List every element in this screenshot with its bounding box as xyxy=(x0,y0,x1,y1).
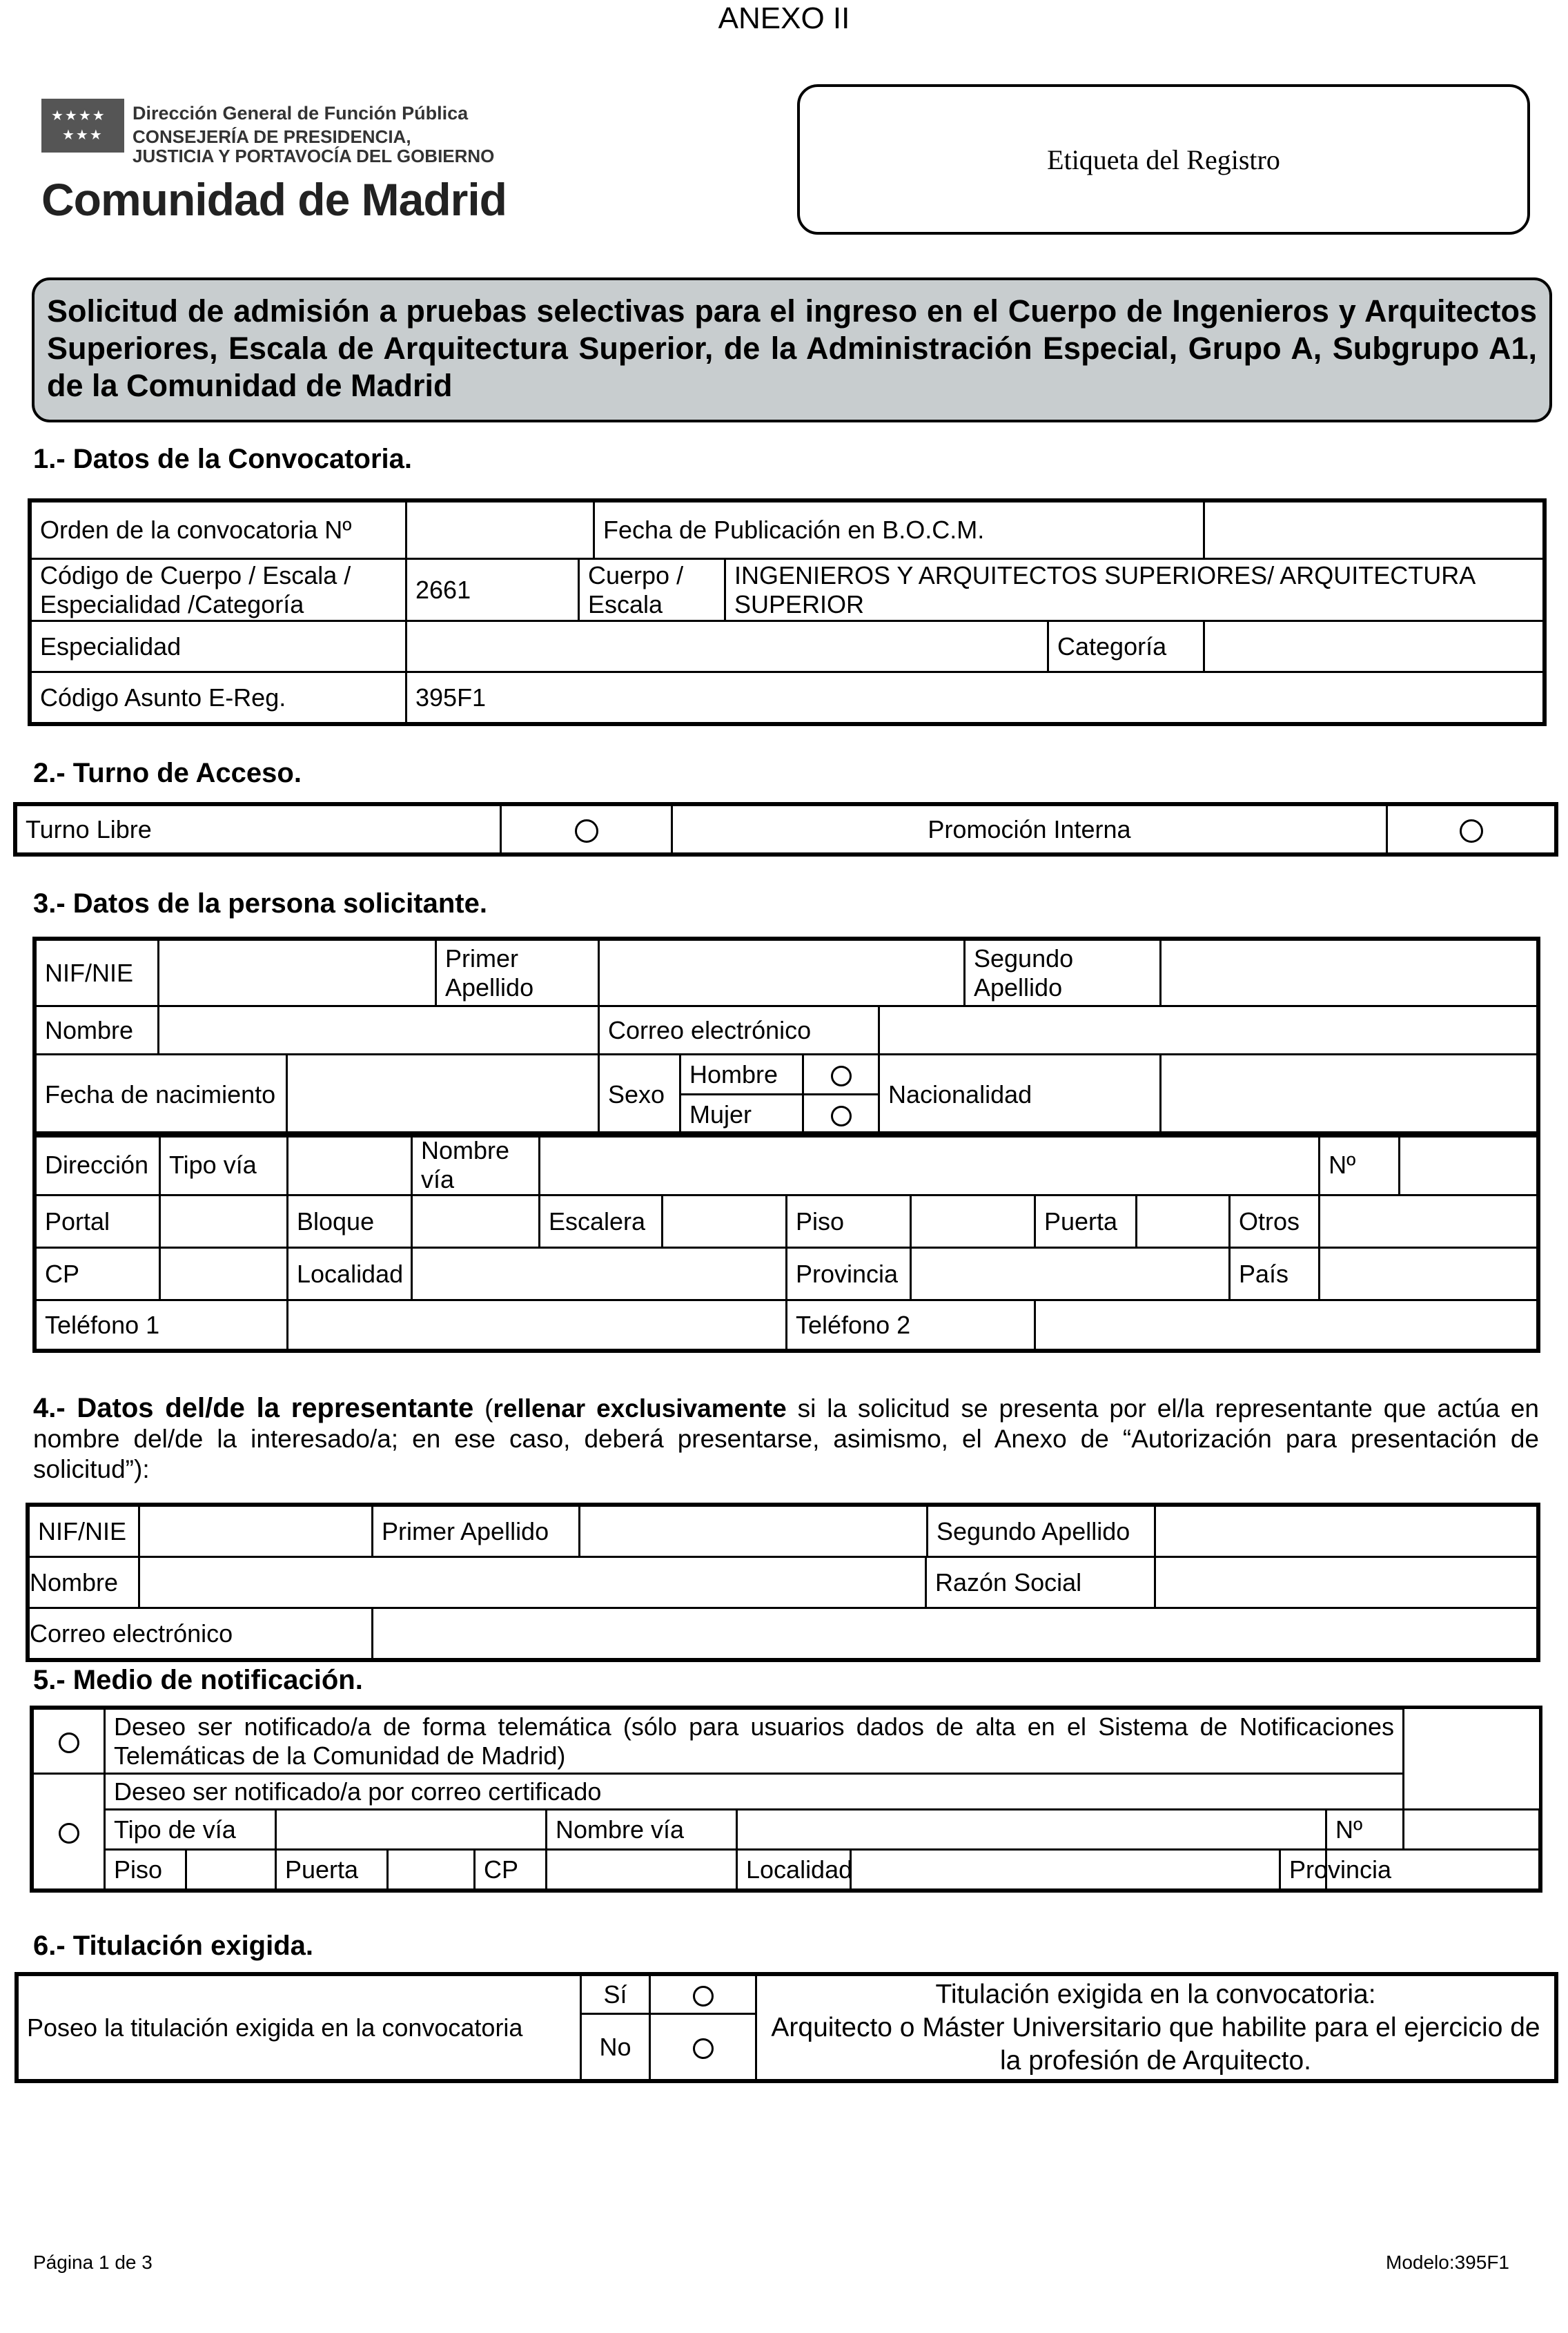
rep-nif-input[interactable] xyxy=(139,1506,373,1557)
titulacion-value: Arquitecto o Máster Universitario que habilite para el ejercicio de la profesión de Arquitecto. xyxy=(771,2012,1540,2076)
orden-label: Orden de la convocatoria Nº xyxy=(31,502,406,559)
mujer-radio[interactable] xyxy=(803,1095,879,1135)
cuerpo-value: INGENIEROS Y ARQUITECTOS SUPERIORES/ ARQUITECTURA SUPERIOR xyxy=(725,559,1544,621)
section-4-note-bold: rellenar exclusivamente xyxy=(493,1394,787,1423)
codigo-value: 2661 xyxy=(406,559,579,621)
cuerpo-label: Cuerpo / Escala xyxy=(579,559,725,621)
tipo-via-input[interactable] xyxy=(288,1135,412,1195)
telematica-label: Deseo ser notificado/a de forma telemática (sólo para usuarios dados de alta en el Sistema de Notificaciones Telemáticas de la Comunidad de Madrid) xyxy=(105,1709,1404,1774)
model-code: Modelo:395F1 xyxy=(1386,2252,1510,2273)
nombre-via-input[interactable] xyxy=(540,1135,1320,1195)
nif-input[interactable] xyxy=(159,940,436,1006)
logo-dept-line2: JUSTICIA Y PORTAVOCÍA DEL GOBIERNO xyxy=(133,146,495,166)
especialidad-label: Especialidad xyxy=(31,621,406,672)
rep-email-input[interactable] xyxy=(373,1608,1538,1659)
telefono1-input[interactable] xyxy=(288,1300,787,1350)
direccion-label: Dirección xyxy=(36,1135,160,1195)
nombre-label: Nombre xyxy=(36,1006,159,1055)
radio-circle-icon[interactable] xyxy=(831,1106,852,1126)
telefono2-label: Teléfono 2 xyxy=(787,1300,1035,1350)
poseo-label: Poseo la titulación exigida en la convocatoria xyxy=(18,1975,581,2080)
telematica-radio[interactable] xyxy=(33,1709,105,1774)
fecha-nac-input[interactable] xyxy=(287,1055,599,1135)
section-1-heading: 1.- Datos de la Convocatoria. xyxy=(33,444,413,474)
registry-label: Etiqueta del Registro xyxy=(1047,144,1280,175)
n-cp-input[interactable] xyxy=(547,1850,737,1890)
n-tipo-via-input[interactable] xyxy=(276,1810,547,1850)
radio-circle-icon[interactable] xyxy=(59,1732,79,1753)
nacionalidad-input[interactable] xyxy=(1161,1055,1538,1135)
tipo-via-label: Tipo vía xyxy=(160,1135,288,1195)
apellido2-input[interactable] xyxy=(1161,940,1538,1006)
telefono2-input[interactable] xyxy=(1035,1300,1538,1350)
rep-apellido2-label: Segundo Apellido xyxy=(928,1506,1155,1557)
piso-label: Piso xyxy=(787,1195,911,1248)
logo-org: Dirección General de Función Pública xyxy=(133,103,469,124)
page-number: Página 1 de 3 xyxy=(33,2252,153,2273)
rep-razon-input[interactable] xyxy=(1155,1557,1538,1608)
rep-email-label: Correo electrónico xyxy=(29,1608,373,1659)
categoria-label: Categoría xyxy=(1048,621,1204,672)
n-numero-label: Nº xyxy=(1326,1810,1404,1850)
nif-label: NIF/NIE xyxy=(36,940,159,1006)
rep-nombre-label: Nombre xyxy=(29,1557,139,1608)
n-nombre-via-input[interactable] xyxy=(737,1810,1326,1850)
section-4-heading: 4.- Datos del/de la representante xyxy=(33,1393,474,1423)
radio-circle-icon[interactable] xyxy=(575,819,598,843)
bloque-label: Bloque xyxy=(288,1195,412,1248)
nombre-input[interactable] xyxy=(159,1006,599,1055)
annex-title: ANEXO II xyxy=(718,1,850,35)
representante-table xyxy=(28,1505,1538,1660)
n-provincia-label: Provincia xyxy=(1280,1850,1326,1890)
codigo-label: Código de Cuerpo / Escala / Especialidad /Categoría xyxy=(31,559,406,621)
logo xyxy=(41,99,511,226)
section-3-heading: 3.- Datos de la persona solicitante. xyxy=(33,888,487,919)
n-nombre-via-label: Nombre vía xyxy=(547,1810,737,1850)
section-4-note: si la solicitud se presenta por el/la representante que actúa en nombre del/de la interesado/a; en ese caso, deberá presentarse, asimismo, el Anexo de “Autorización para presentación de solicitud”): xyxy=(33,1394,1539,1483)
orden-input[interactable] xyxy=(406,502,594,559)
categoria-input[interactable] xyxy=(1204,621,1544,672)
escalera-input[interactable] xyxy=(663,1195,787,1248)
hombre-radio[interactable] xyxy=(803,1055,879,1095)
turno-libre-label: Turno Libre xyxy=(17,806,501,854)
section-5-heading: 5.- Medio de notificación. xyxy=(33,1665,363,1695)
nacionalidad-label: Nacionalidad xyxy=(879,1055,1161,1135)
si-radio[interactable] xyxy=(650,1975,756,2014)
rep-nombre-input[interactable] xyxy=(139,1557,926,1608)
asunto-label: Código Asunto E-Reg. xyxy=(31,672,406,723)
nombre-via-label: Nombre vía xyxy=(412,1135,540,1195)
notificacion-table xyxy=(32,1708,1540,1891)
bloque-input[interactable] xyxy=(412,1195,540,1248)
solicitante-table-a xyxy=(35,939,1538,1135)
especialidad-input[interactable] xyxy=(406,621,1048,672)
si-label: Sí xyxy=(581,1975,650,2014)
email-label: Correo electrónico xyxy=(599,1006,879,1055)
asunto-value: 395F1 xyxy=(406,672,1544,723)
turno-table xyxy=(15,804,1556,855)
radio-circle-icon[interactable] xyxy=(59,1823,79,1844)
numero-label: Nº xyxy=(1320,1135,1400,1195)
fecha-input[interactable] xyxy=(1204,502,1544,559)
logo-name: Comunidad de Madrid xyxy=(41,174,507,225)
n-puerta-input[interactable] xyxy=(388,1850,475,1890)
localidad-label: Localidad xyxy=(288,1248,412,1300)
rep-razon-label: Razón Social xyxy=(926,1557,1155,1608)
numero-input[interactable] xyxy=(1400,1135,1538,1195)
escalera-label: Escalera xyxy=(540,1195,663,1248)
n-piso-input[interactable] xyxy=(186,1850,276,1890)
no-radio[interactable] xyxy=(650,2014,756,2080)
n-puerta-label: Puerta xyxy=(276,1850,388,1890)
fecha-nac-label: Fecha de nacimiento xyxy=(36,1055,287,1135)
puerta-input[interactable] xyxy=(1137,1195,1230,1248)
n-tipo-via-label: Tipo de vía xyxy=(105,1810,276,1850)
n-piso-label: Piso xyxy=(105,1850,186,1890)
cp-input[interactable] xyxy=(160,1248,288,1300)
radio-circle-icon[interactable] xyxy=(1460,819,1483,843)
titulacion-box xyxy=(756,1975,1556,2080)
promocion-label: Promoción Interna xyxy=(672,806,1387,854)
portal-input[interactable] xyxy=(160,1195,288,1248)
rep-apellido1-label: Primer Apellido xyxy=(373,1506,580,1557)
turno-libre-radio[interactable] xyxy=(501,806,672,854)
rep-apellido2-input[interactable] xyxy=(1155,1506,1538,1557)
apellido1-label: Primer Apellido xyxy=(436,940,599,1006)
section-4-open-paren: ( xyxy=(473,1394,493,1423)
rep-nif-label: NIF/NIE xyxy=(29,1506,139,1557)
portal-label: Portal xyxy=(36,1195,160,1248)
convocatoria-table xyxy=(30,500,1545,724)
apellido1-input[interactable] xyxy=(599,940,965,1006)
section-2-heading: 2.- Turno de Acceso. xyxy=(33,758,302,788)
puerta-label: Puerta xyxy=(1035,1195,1137,1248)
section-4-paragraph xyxy=(33,1393,1539,1485)
apellido2-label: Segundo Apellido xyxy=(965,940,1161,1006)
correo-radio[interactable] xyxy=(33,1774,105,1890)
radio-circle-icon[interactable] xyxy=(693,1986,714,2007)
n-cp-label: CP xyxy=(475,1850,547,1890)
fecha-label: Fecha de Publicación en B.O.C.M. xyxy=(594,502,1204,559)
n-localidad-input[interactable] xyxy=(851,1850,1280,1890)
otros-input[interactable] xyxy=(1320,1195,1538,1248)
n-localidad-label: Localidad xyxy=(737,1850,851,1890)
email-input[interactable] xyxy=(879,1006,1538,1055)
promocion-radio[interactable] xyxy=(1387,806,1556,854)
cp-label: CP xyxy=(36,1248,160,1300)
radio-circle-icon[interactable] xyxy=(831,1066,852,1086)
pais-label: País xyxy=(1230,1248,1320,1300)
titulacion-title: Titulación exigida en la convocatoria: xyxy=(935,1979,1376,2009)
registry-label-box xyxy=(797,84,1530,235)
provincia-label: Provincia xyxy=(787,1248,911,1300)
form-title: Solicitud de admisión a pruebas selectivas para el ingreso en el Cuerpo de Ingenieros y Arquitectos Superiores, Escala de Arquitectura Superior, de la Administración Especial, Grupo A, Subgrupo A1, de la Comunidad de Madrid xyxy=(32,277,1552,422)
rep-apellido1-input[interactable] xyxy=(580,1506,928,1557)
no-label: No xyxy=(581,2014,650,2080)
sexo-label: Sexo xyxy=(599,1055,680,1135)
correo-label: Deseo ser notificado/a por correo certificado xyxy=(105,1774,1404,1810)
radio-circle-icon[interactable] xyxy=(693,2038,714,2059)
otros-label: Otros xyxy=(1230,1195,1320,1248)
titulacion-table xyxy=(17,1974,1556,2081)
provincia-input[interactable] xyxy=(911,1248,1230,1300)
n-numero-input[interactable] xyxy=(1404,1810,1540,1850)
piso-input[interactable] xyxy=(911,1195,1035,1248)
mujer-label: Mujer xyxy=(680,1095,803,1135)
logo-dept-line1: CONSEJERÍA DE PRESIDENCIA, xyxy=(133,126,411,147)
localidad-input[interactable] xyxy=(412,1248,787,1300)
telefono1-label: Teléfono 1 xyxy=(36,1300,288,1350)
flag-icon: ★★★★ ★★★ xyxy=(41,99,124,153)
solicitante-table-b xyxy=(35,1133,1538,1351)
section-6-heading: 6.- Titulación exigida. xyxy=(33,1931,314,1961)
pais-input[interactable] xyxy=(1320,1248,1538,1300)
hombre-label: Hombre xyxy=(680,1055,803,1095)
